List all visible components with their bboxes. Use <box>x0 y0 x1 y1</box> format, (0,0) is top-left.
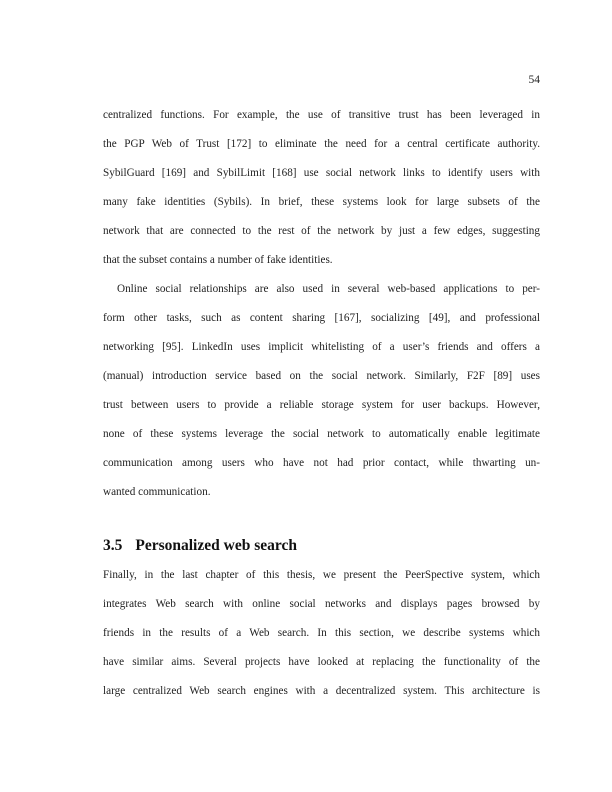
text-line: wanted communication. <box>103 486 211 498</box>
section-number: 3.5 <box>103 537 123 554</box>
text-line: (manual) introduction service based on the social network. Similarly, F2F [89] uses <box>103 370 540 382</box>
text-line: many fake identities (Sybils). In brief, these systems look for large subsets of the <box>103 196 540 208</box>
text-line: have similar aims. Several projects have looked at replacing the functionality of the <box>103 656 540 668</box>
text-line: networking [95]. LinkedIn uses implicit whitelisting of a user’s friends and offers a <box>103 341 540 353</box>
text-line: none of these systems leverage the social network to automatically enable legitimate <box>103 428 540 440</box>
text-line: the PGP Web of Trust [172] to eliminate the need for a central certificate authority. <box>103 138 540 150</box>
paragraph-2 <box>103 275 540 507</box>
text-line: Online social relationships are also used in several web-based applications to per- <box>117 283 540 295</box>
text-line: integrates Web search with online social networks and displays pages browsed by <box>103 598 540 610</box>
page-number: 54 <box>528 74 540 86</box>
text-line: that the subset contains a number of fake identities. <box>103 254 333 266</box>
text-line: friends in the results of a Web search. In this section, we describe systems which <box>103 627 540 639</box>
text-line: communication among users who have not had prior contact, while thwarting un- <box>103 457 540 469</box>
paragraph-1 <box>103 101 540 275</box>
section-heading <box>103 533 540 558</box>
text-line: SybilGuard [169] and SybilLimit [168] use social network links to identify users with <box>103 167 540 179</box>
text-line: large centralized Web search engines with a decentralized system. This architecture is <box>103 685 540 697</box>
text-line: form other tasks, such as content sharing [167], socializing [49], and professional <box>103 312 540 324</box>
text-line: trust between users to provide a reliable storage system for user backups. However, <box>103 399 540 411</box>
section-title: Personalized web search <box>135 537 297 554</box>
page-content <box>103 101 540 706</box>
text-line: centralized functions. For example, the use of transitive trust has been leveraged in <box>103 109 540 121</box>
paragraph-3 <box>103 561 540 706</box>
text-line: Finally, in the last chapter of this thesis, we present the PeerSpective system, which <box>103 569 540 581</box>
text-line: network that are connected to the rest of the network by just a few edges, suggesting <box>103 225 540 237</box>
